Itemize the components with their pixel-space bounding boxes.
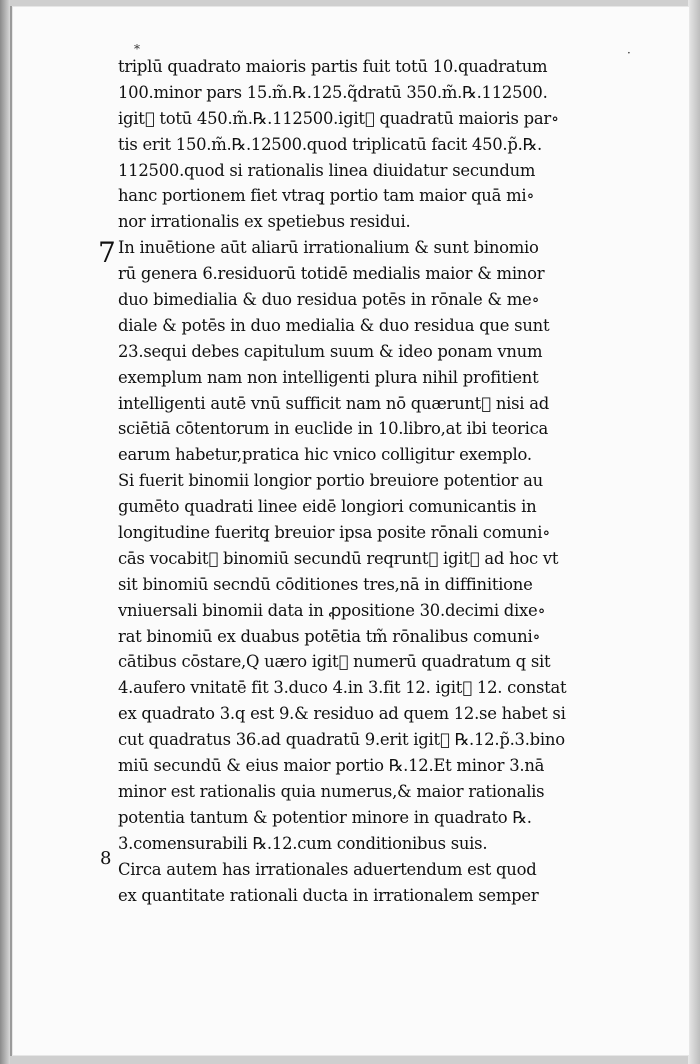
- text-line: exemplum nam non intelligenti plura nihil profitient: [118, 367, 539, 387]
- text-line: Circa autem has irrationales aduertendum est quod: [118, 859, 537, 879]
- text-line: rat binomiū ex duabus potētia tm̃ rōnalibus comuni∘: [118, 626, 541, 646]
- text-line: rū genera 6.residuorū totidē medialis maior & minor: [118, 264, 545, 284]
- section-number-8: 8: [100, 848, 112, 869]
- text-line: gumēto quadrati linee eidē longiori comunicantis in: [118, 497, 537, 517]
- text-line: cātibus cōstare,Q uæro igit᷑ numerū quadratum q sit: [118, 652, 551, 672]
- text-line: ex quadrato 3.q est 9.& residuo ad quem 12.se habet si: [118, 704, 566, 724]
- text-line: longitudine fueritq̧ breuior ipsa posite rōnali comuni∘: [118, 523, 551, 543]
- text-line: miū secundū & eius maior portio ℞.12.Et minor 3.nā: [118, 756, 545, 776]
- text-line: cās vocabit᷑ binomiū secundū reqrunt᷑ igit᷑ ad hoc vt: [118, 548, 559, 568]
- text-line: sciētiā cōtentorum in euclide in 10.libro,at ibi teorica: [118, 419, 549, 439]
- text-line: 112500.quod si rationalis linea diuidatur secundum: [118, 160, 536, 180]
- text-line: sit binomiū secndū cōditiones tres,nā in diffinitione: [118, 574, 533, 594]
- text-line: Si fuerit binomii longior portio breuiore potentior au: [118, 471, 543, 491]
- text-line: intelligenti autē vnū sufficit nam nō quærunt᷑ nisi ad: [118, 393, 549, 413]
- text-line: potentia tantum & potentior minore in quadrato ℞.: [118, 807, 532, 827]
- text-line: 23.sequi debes capitulum suum & ideo ponam vnum: [118, 341, 543, 361]
- book-gutter-shadow: [0, 0, 10, 1064]
- text-line: igit᷑ totū 450.m̃.℞.112500.igit᷑ quadratū maioris par∘: [118, 108, 559, 128]
- text-line: 3.comensurabili ℞.12.cum conditionibus suis.: [118, 833, 488, 853]
- latin-text-block: [118, 54, 640, 908]
- text-line: cut quadratus 36.ad quadratū 9.erit igit᷑ ℞.12.p̃.3.bino: [118, 730, 565, 750]
- stray-mark: *: [134, 42, 140, 56]
- text-line: hanc portionem fiet vtraq̧ portio tam maior quā mi∘: [118, 186, 535, 206]
- text-line: nor irrationalis ex spetiebus residui.: [118, 212, 411, 232]
- text-line: vniuersali binomii data in ꝓpositione 30.decimi dixe∘: [118, 600, 546, 620]
- text-line: diale & potēs in duo medialia & duo residua que sunt: [118, 315, 550, 335]
- text-line: tis erit 150.m̃.℞.12500.quod triplicatū facit 450.p̃.℞.: [118, 134, 542, 154]
- text-line: 4.aufero vnitatē fit 3.duco 4.in 3.fit 12. igit᷑ 12. constat: [118, 678, 567, 698]
- text-line: minor est rationalis quia numerus,& maior rationalis: [118, 781, 545, 801]
- text-line: earum habetur,pratica hic vnico colligitur exemplo.: [118, 445, 532, 465]
- stray-mark: ·: [627, 46, 631, 60]
- text-line: duo bimedialia & duo residua potēs in rōnale & me∘: [118, 290, 540, 310]
- text-line: triplū quadrato maioris partis fuit totū 10.quadratum: [118, 57, 548, 76]
- text-line: In inuētione aūt aliarū irrationalium & sunt binomio: [118, 238, 539, 258]
- section-number-7: 7: [98, 236, 116, 269]
- text-line: ex quantitate rationali ducta in irrationalem semper: [118, 885, 539, 905]
- text-line: 100.minor pars 15.m̃.℞.125.q̃dratū 350.m̃.℞.112500.: [118, 82, 548, 102]
